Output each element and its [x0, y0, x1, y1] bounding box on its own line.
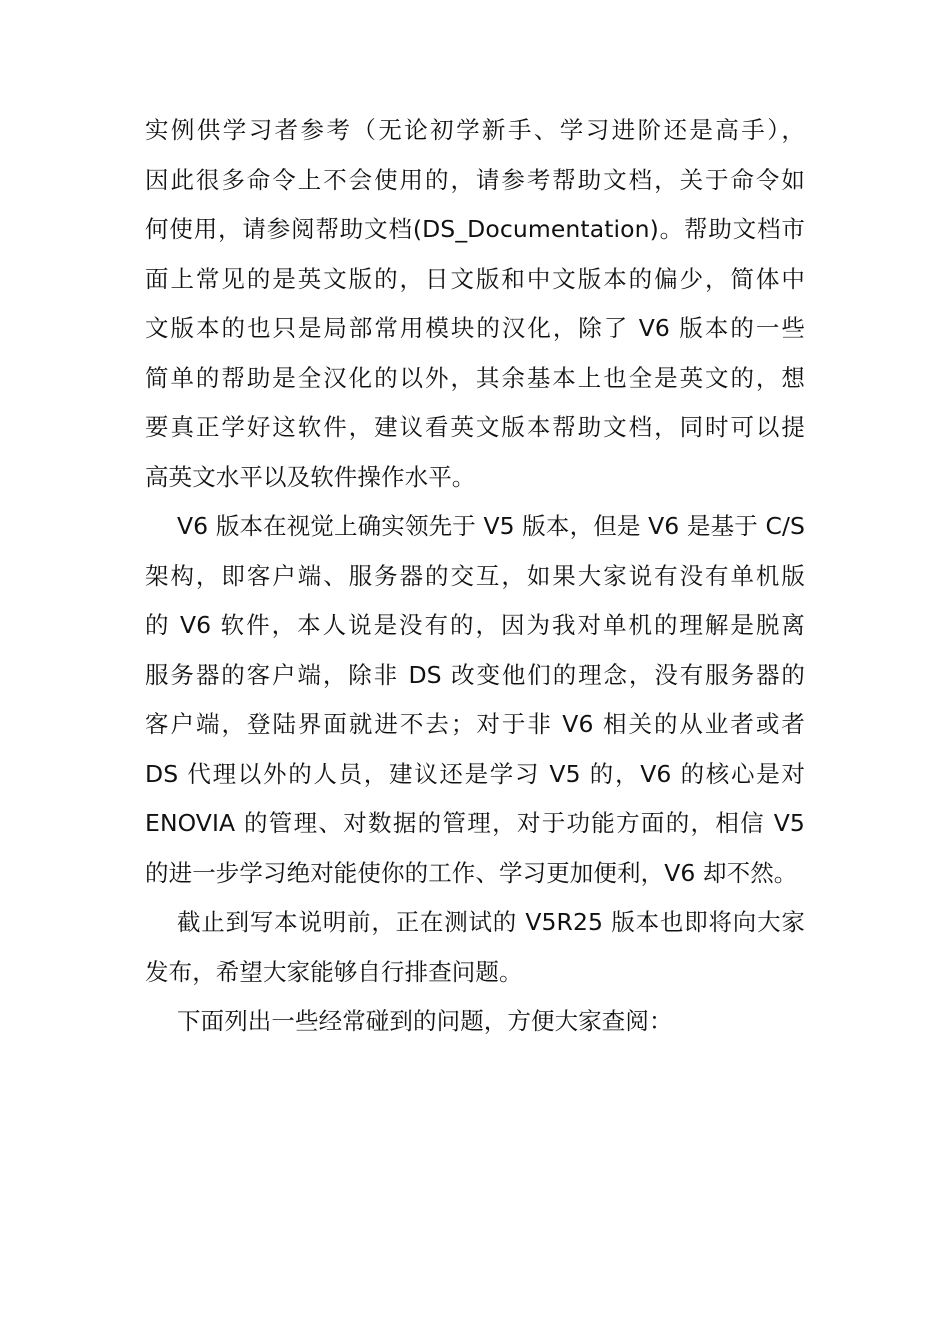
text-line: ENOVIA 的管理、对数据的管理，对于功能方面的，相信 V5	[145, 809, 805, 837]
document-body	[145, 106, 805, 1047]
text-line: 因此很多命令上不会使用的，请参考帮助文档，关于命令如	[145, 165, 805, 194]
paragraph-help-docs	[145, 106, 805, 502]
paragraph-v5r25-release	[145, 898, 805, 997]
text-line: DS 代理以外的人员，建议还是学习 V5 的，V6 的核心是对	[145, 759, 805, 788]
text-line: 截止到写本说明前，正在测试的 V5R25 版本也即将向大家	[177, 908, 805, 936]
text-line: 面上常见的是英文版的，日文版和中文版本的偏少，简体中	[145, 264, 805, 293]
text-line: 的进一步学习绝对能使你的工作、学习更加便利，V6 却不然。	[145, 858, 798, 887]
text-line: 何使用，请参阅帮助文档(DS_Documentation)。帮助文档市	[145, 215, 805, 243]
text-line: 下面列出一些经常碰到的问题，方便大家查阅：	[177, 1007, 673, 1035]
text-line: 实例供学习者参考（无论初学新手、学习进阶还是高手），	[145, 116, 805, 144]
text-line: 发布，希望大家能够自行排查问题。	[145, 957, 523, 986]
paragraph-v6-vs-v5	[145, 502, 805, 898]
text-line: 简单的帮助是全汉化的以外，其余基本上也全是英文的，想	[145, 363, 805, 392]
text-line: 服务器的客户端，除非 DS 改变他们的理念，没有服务器的	[145, 660, 805, 689]
text-line: V6 版本在视觉上确实领先于 V5 版本，但是 V6 是基于 C/S	[177, 512, 805, 540]
text-line: 的 V6 软件，本人说是没有的，因为我对单机的理解是脱离	[145, 611, 805, 639]
paragraph-faq-intro	[145, 997, 805, 1047]
text-line: 要真正学好这软件，建议看英文版本帮助文档，同时可以提	[145, 413, 805, 441]
text-line: 高英文水平以及软件操作水平。	[145, 462, 476, 491]
text-line: 客户端，登陆界面就进不去；对于非 V6 相关的从业者或者	[145, 710, 805, 738]
text-line: 文版本的也只是局部常用模块的汉化，除了 V6 版本的一些	[145, 314, 805, 342]
text-line: 架构，即客户端、服务器的交互，如果大家说有没有单机版	[145, 561, 805, 590]
